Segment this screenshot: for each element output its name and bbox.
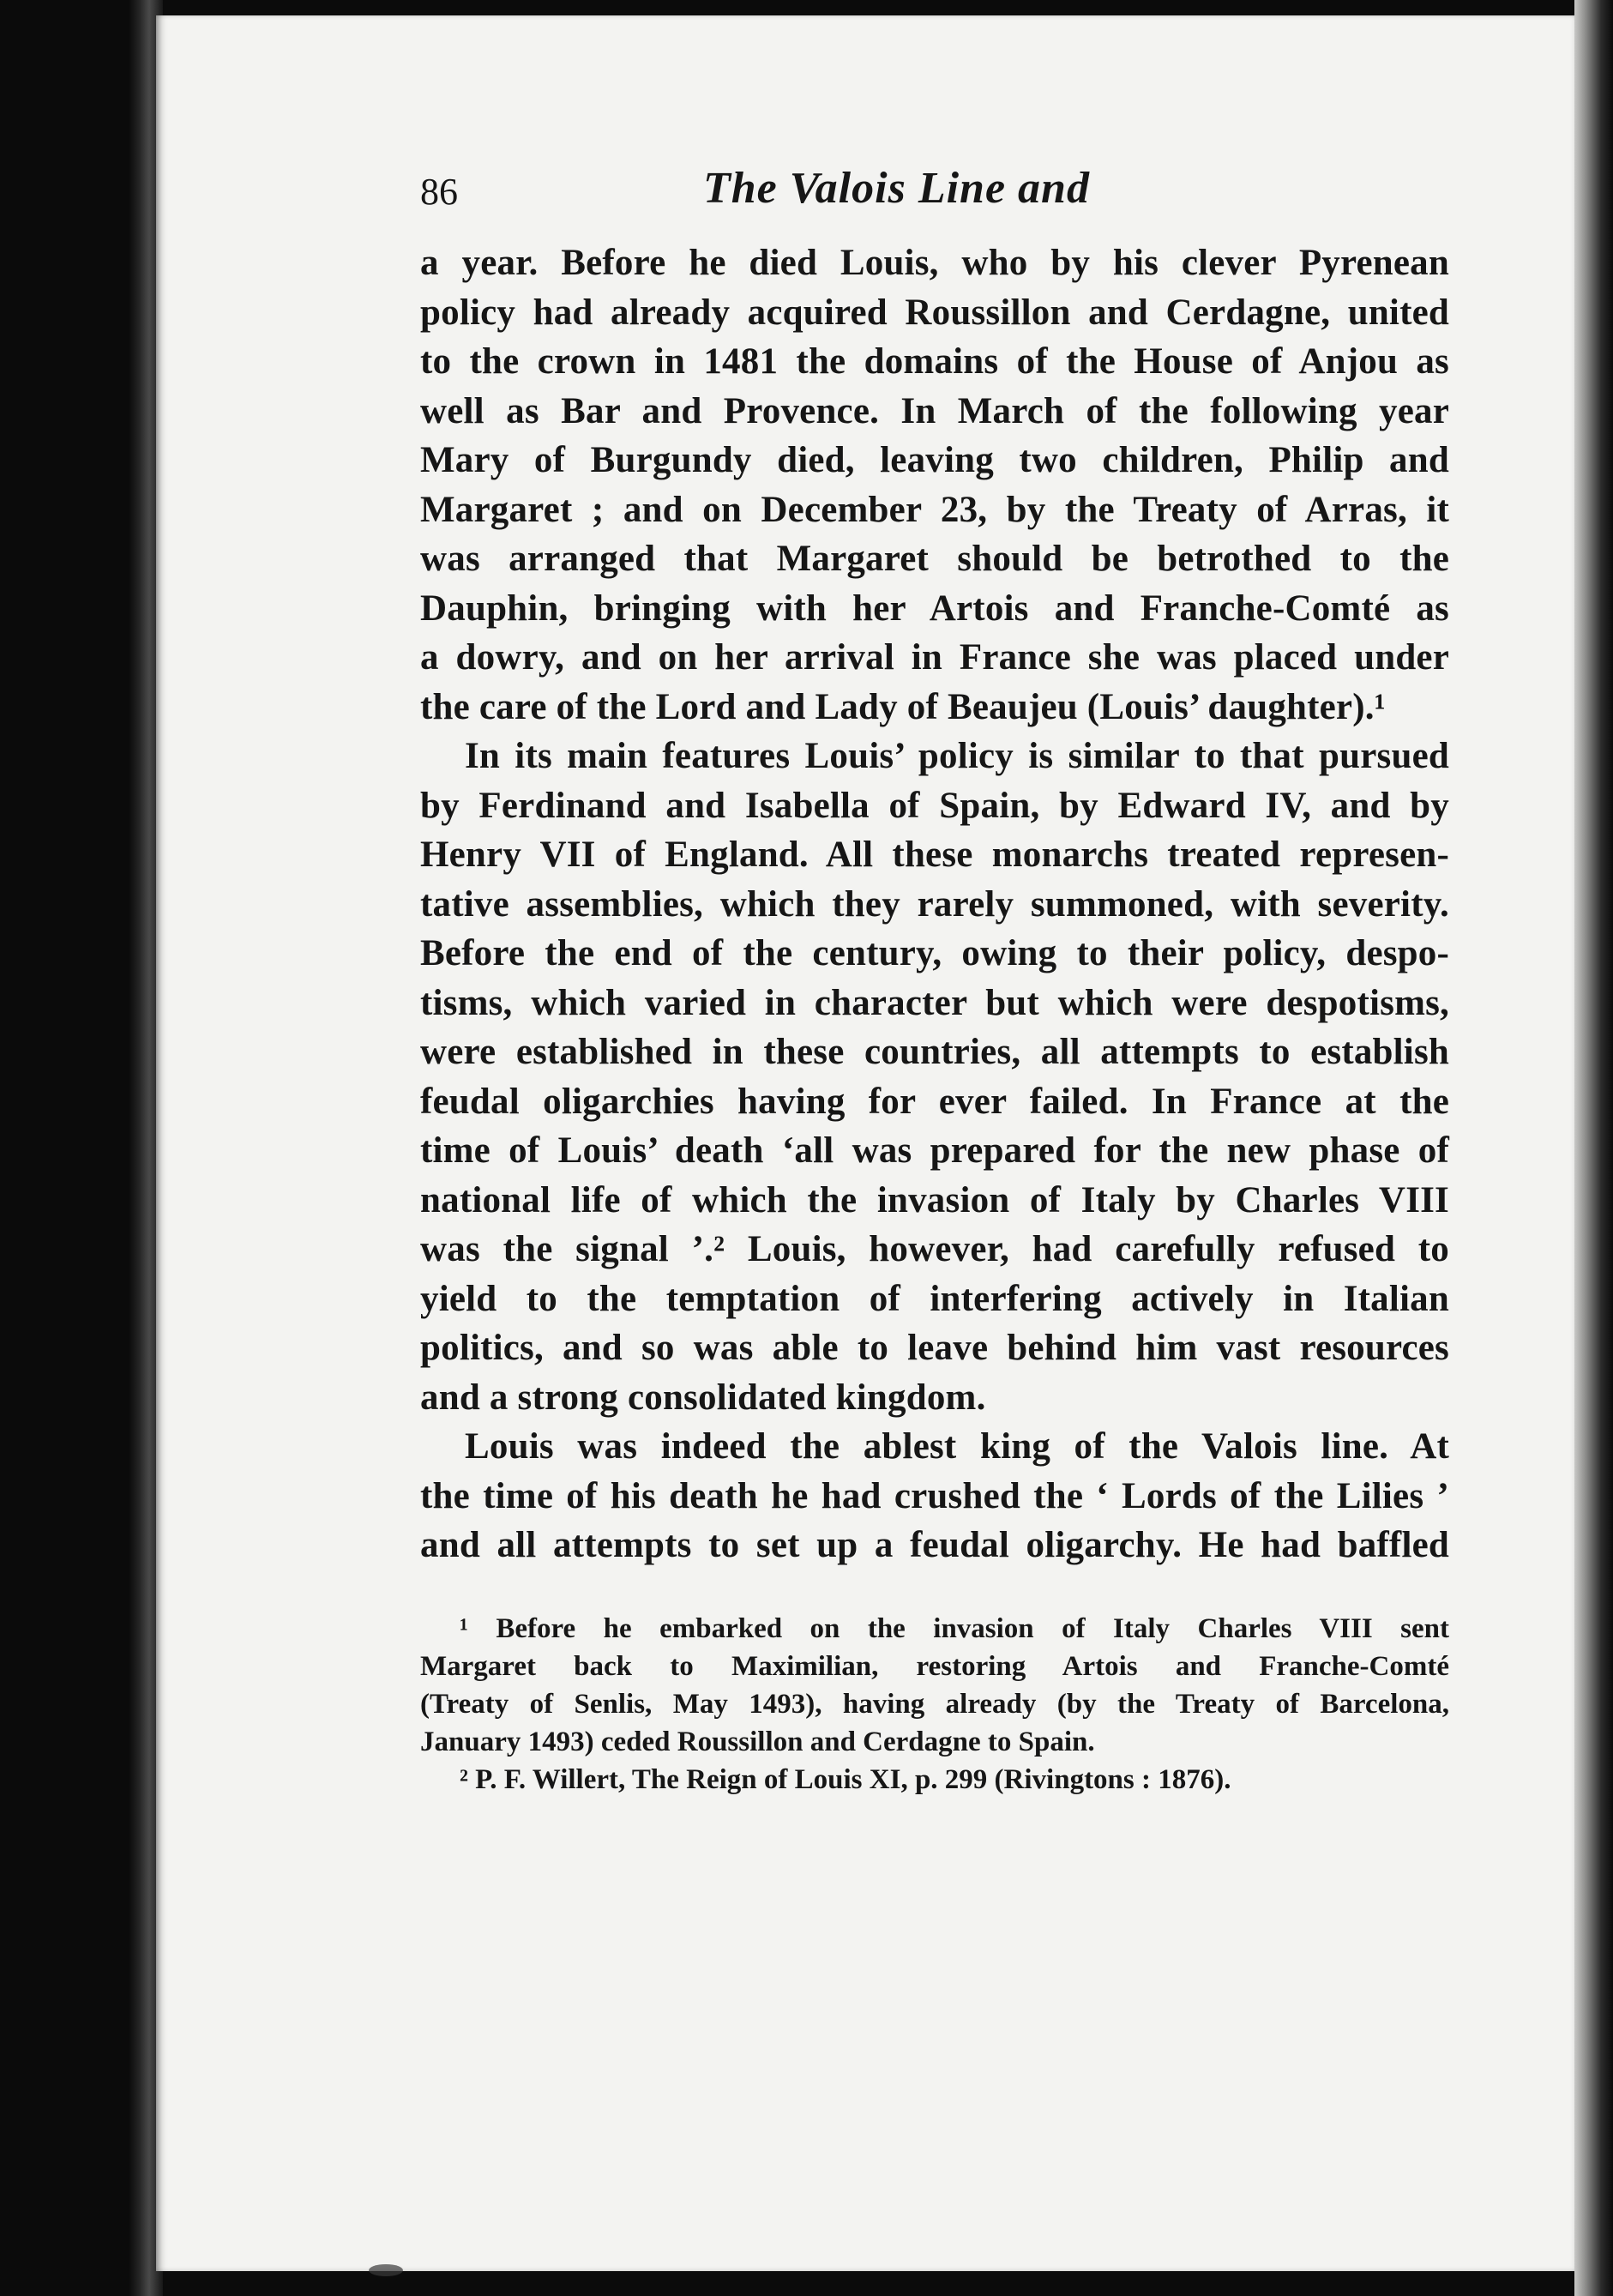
footnote-line: January 1493) ceded Roussillon and Cerdagne to Spain. <box>420 1726 1095 1757</box>
text-line: and a strong consolidated kingdom. <box>420 1377 986 1418</box>
text-line: to the crown in 1481 the domains of the House of Anjou as <box>420 341 1449 382</box>
text-line: Margaret ; and on December 23, by the Treaty of Arras, it <box>420 489 1449 530</box>
text-line: politics, and so was able to leave behind him vast resources <box>420 1328 1449 1368</box>
running-title: The Valois Line and <box>703 164 1090 213</box>
footnote-line: Margaret back to Maximilian, restoring Artois and Franche-Comté <box>420 1650 1449 1682</box>
text-line: the time of his death he had crushed the ‘ Lords of the Lilies ’ <box>420 1475 1449 1516</box>
text-line: tative assemblies, which they rarely summoned, with severity. <box>420 883 1449 925</box>
page-content <box>420 163 1449 1799</box>
text-line: a dowry, and on her arrival in France she was placed under <box>420 637 1449 678</box>
text-line: was arranged that Margaret should be betrothed to the <box>420 539 1449 579</box>
text-line: national life of which the invasion of Italy by Charles VIII <box>420 1179 1449 1220</box>
footnote-line: ¹ Before he embarked on the invasion of Italy Charles VIII sent <box>460 1612 1449 1644</box>
body-text <box>420 238 1449 1570</box>
text-line: time of Louis’ death ‘all was prepared for the new phase of <box>420 1130 1449 1171</box>
text-line: Dauphin, bringing with her Artois and Franche-Comté as <box>420 588 1449 629</box>
text-line: Before the end of the century, owing to their policy, despo- <box>420 933 1449 973</box>
running-head <box>420 163 1449 226</box>
page-number: 86 <box>420 171 458 213</box>
footnotes <box>420 1610 1449 1799</box>
text-line: well as Bar and Provence. In March of the following year <box>420 390 1449 431</box>
text-line: tisms, which varied in character but which were despotisms, <box>420 982 1449 1023</box>
text-line: In its main features Louis’ policy is similar to that pursued <box>465 736 1449 776</box>
text-line: a year. Before he died Louis, who by his clever Pyrenean <box>420 243 1449 283</box>
text-line: Louis was indeed the ablest king of the Valois line. At <box>465 1426 1449 1467</box>
text-line: and all attempts to set up a feudal oligarchy. He had baffled <box>420 1525 1449 1565</box>
text-line: Henry VII of England. All these monarchs treated represen- <box>420 835 1449 875</box>
footnote-line: (Treaty of Senlis, May 1493), having already (by the Treaty of Barcelona, <box>420 1688 1449 1720</box>
text-line: was the signal ’.² Louis, however, had carefully refused to <box>420 1229 1449 1269</box>
scan-smudge <box>369 2264 403 2276</box>
text-line: yield to the temptation of interfering actively in Italian <box>420 1278 1449 1319</box>
text-line: Mary of Burgundy died, leaving two children, Philip and <box>420 440 1449 480</box>
footnote-line: ² P. F. Willert, The Reign of Louis XI, p. 299 (Rivingtons : 1876). <box>460 1763 1231 1795</box>
text-line: feudal oligarchies having for ever failed. In France at the <box>420 1081 1449 1122</box>
text-line: were established in these countries, all attempts to establish <box>420 1032 1449 1072</box>
text-line: policy had already acquired Roussillon and Cerdagne, united <box>420 292 1449 333</box>
book-edge-shadow <box>1574 0 1613 2296</box>
text-line: the care of the Lord and Lady of Beaujeu (Louis’ daughter).¹ <box>420 686 1386 727</box>
text-line: by Ferdinand and Isabella of Spain, by Edward IV, and by <box>420 785 1449 826</box>
